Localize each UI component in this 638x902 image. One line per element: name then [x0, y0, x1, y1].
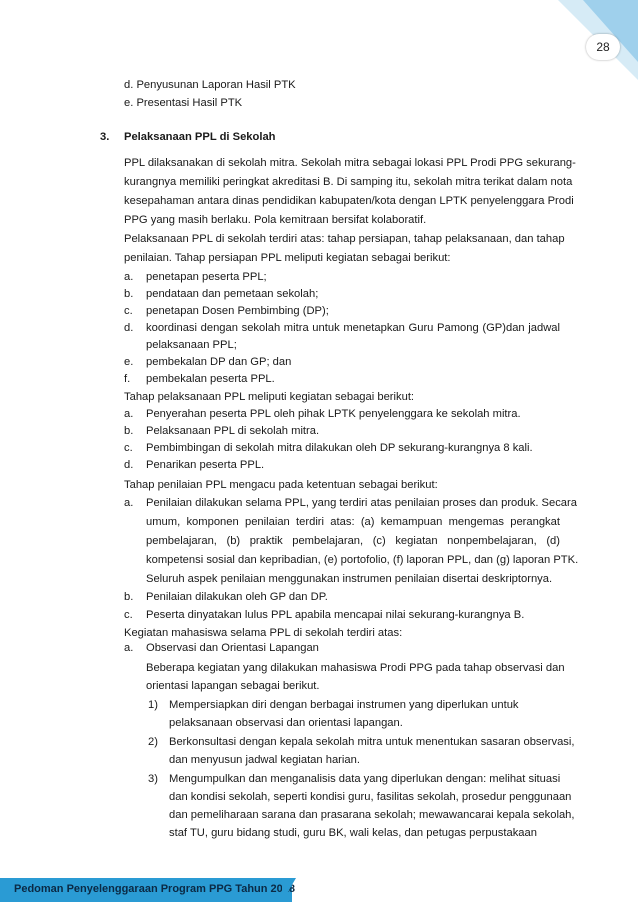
- paragraph-line: orientasi lapangan sebagai berikut.: [146, 680, 320, 692]
- list-number: 2): [148, 736, 158, 748]
- list-item: penetapan peserta PPL;: [146, 271, 267, 283]
- footer-bar: [0, 878, 295, 902]
- corner-decoration: [528, 0, 638, 80]
- list-letter: f.: [124, 373, 131, 385]
- footer-title: Pedoman Penyelenggaraan Program PPG Tahun 2018: [14, 883, 295, 895]
- list-number: 3): [148, 773, 158, 785]
- paragraph-line: Kegiatan mahasiswa selama PPL di sekolah terdiri atas:: [124, 627, 403, 639]
- list-item: e. Presentasi Hasil PTK: [124, 97, 243, 109]
- list-letter: a.: [124, 497, 134, 509]
- list-item: Penyerahan peserta PPL oleh pihak LPTK penyelenggara ke sekolah mitra.: [146, 408, 521, 420]
- list-item: dan menyusun jadwal kegiatan harian.: [169, 754, 360, 766]
- paragraph-line: Pelaksanaan PPL di sekolah terdiri atas: tahap persiapan, tahap pelaksanaan, dan tahap: [124, 233, 565, 245]
- paragraph-line: Tahap pelaksanaan PPL meliputi kegiatan sebagai berikut:: [124, 391, 415, 403]
- footer-notch: [282, 878, 296, 902]
- list-item: dan pemeliharaan sarana dan prasarana sekolah; mewawancarai kepala sekolah,: [169, 809, 575, 821]
- list-item: dan kondisi sekolah, seperti kondisi guru, fasilitas sekolah, prosedur penggunaan: [169, 791, 572, 803]
- list-item: Observasi dan Orientasi Lapangan: [146, 642, 319, 654]
- list-item: Mempersiapkan diri dengan berbagai instrumen yang diperlukan untuk: [169, 699, 519, 711]
- list-item: d. Penyusunan Laporan Hasil PTK: [124, 79, 296, 91]
- section-number: 3.: [100, 131, 110, 143]
- paragraph-line: kurangnya memiliki peringkat akreditasi B. Di samping itu, sekolah mitra terikat dalam nota: [124, 176, 573, 188]
- paragraph-line: Tahap penilaian PPL mengacu pada ketentuan sebagai berikut:: [124, 479, 438, 491]
- list-item: Seluruh aspek penilaian menggunakan instrumen penilaian disertai deskriptornya.: [146, 573, 553, 585]
- list-item: umum, komponen penilaian terdiri atas: (a) kemampuan mengemas perangkat: [146, 516, 560, 528]
- paragraph-line: PPG yang masih berlaku. Pola kemitraan bersifat kolaboratif.: [124, 214, 427, 226]
- paragraph-line: Beberapa kegiatan yang dilakukan mahasiswa Prodi PPG pada tahap observasi dan: [146, 662, 565, 674]
- list-item: Pelaksanaan PPL di sekolah mitra.: [146, 425, 320, 437]
- list-item: Penilaian dilakukan selama PPL, yang terdiri atas penilaian proses dan produk. Secara: [146, 497, 577, 509]
- list-item: kompetensi sosial dan kepribadian, (e) portofolio, (f) laporan PPL, dan (g) laporan PTK.: [146, 554, 579, 566]
- list-item: pembekalan DP dan GP; dan: [146, 356, 292, 368]
- list-letter: d.: [124, 322, 134, 334]
- list-letter: b.: [124, 288, 134, 300]
- list-letter: c.: [124, 305, 133, 317]
- paragraph-line: kesepahaman antara dinas pendidikan kabupaten/kota dengan LPTK penyelenggara Prodi: [124, 195, 574, 207]
- list-letter: b.: [124, 425, 134, 437]
- list-letter: b.: [124, 591, 134, 603]
- list-item: Pembimbingan di sekolah mitra dilakukan oleh DP sekurang-kurangnya 8 kali.: [146, 442, 533, 454]
- list-number: 1): [148, 699, 158, 711]
- list-item: Peserta dinyatakan lulus PPL apabila mencapai nilai sekurang-kurangnya B.: [146, 609, 525, 621]
- list-item: pembelajaran, (b) praktik pembelajaran, (c) kegiatan nonpembelajaran, (d): [146, 535, 560, 547]
- list-item: penetapan Dosen Pembimbing (DP);: [146, 305, 329, 317]
- list-letter: c.: [124, 442, 133, 454]
- paragraph-line: PPL dilaksanakan di sekolah mitra. Sekolah mitra sebagai lokasi PPL Prodi PPG sekurang-: [124, 157, 576, 169]
- section-title: Pelaksanaan PPL di Sekolah: [124, 131, 276, 143]
- list-letter: c.: [124, 609, 133, 621]
- page-number: 28: [586, 34, 620, 60]
- list-letter: a.: [124, 408, 134, 420]
- list-item: koordinasi dengan sekolah mitra untuk menetapkan Guru Pamong (GP)dan jadwal: [146, 322, 560, 334]
- list-letter: e.: [124, 356, 134, 368]
- list-letter: a.: [124, 271, 134, 283]
- list-item: Penarikan peserta PPL.: [146, 459, 265, 471]
- list-item: staf TU, guru bidang studi, guru BK, wali kelas, dan petugas perpustakaan: [169, 827, 537, 839]
- list-item: Berkonsultasi dengan kepala sekolah mitra untuk menentukan sasaran observasi,: [169, 736, 575, 748]
- paragraph-line: penilaian. Tahap persiapan PPL meliputi kegiatan sebagai berikut:: [124, 252, 451, 264]
- list-item: pembekalan peserta PPL.: [146, 373, 275, 385]
- list-letter: d.: [124, 459, 134, 471]
- list-item: Mengumpulkan dan menganalisis data yang diperlukan dengan: melihat situasi: [169, 773, 561, 785]
- list-letter: a.: [124, 642, 134, 654]
- list-item: pelaksanaan observasi dan orientasi lapangan.: [169, 717, 403, 729]
- list-item: pendataan dan pemetaan sekolah;: [146, 288, 319, 300]
- list-item: pelaksanaan PPL;: [146, 339, 237, 351]
- list-item: Penilaian dilakukan oleh GP dan DP.: [146, 591, 328, 603]
